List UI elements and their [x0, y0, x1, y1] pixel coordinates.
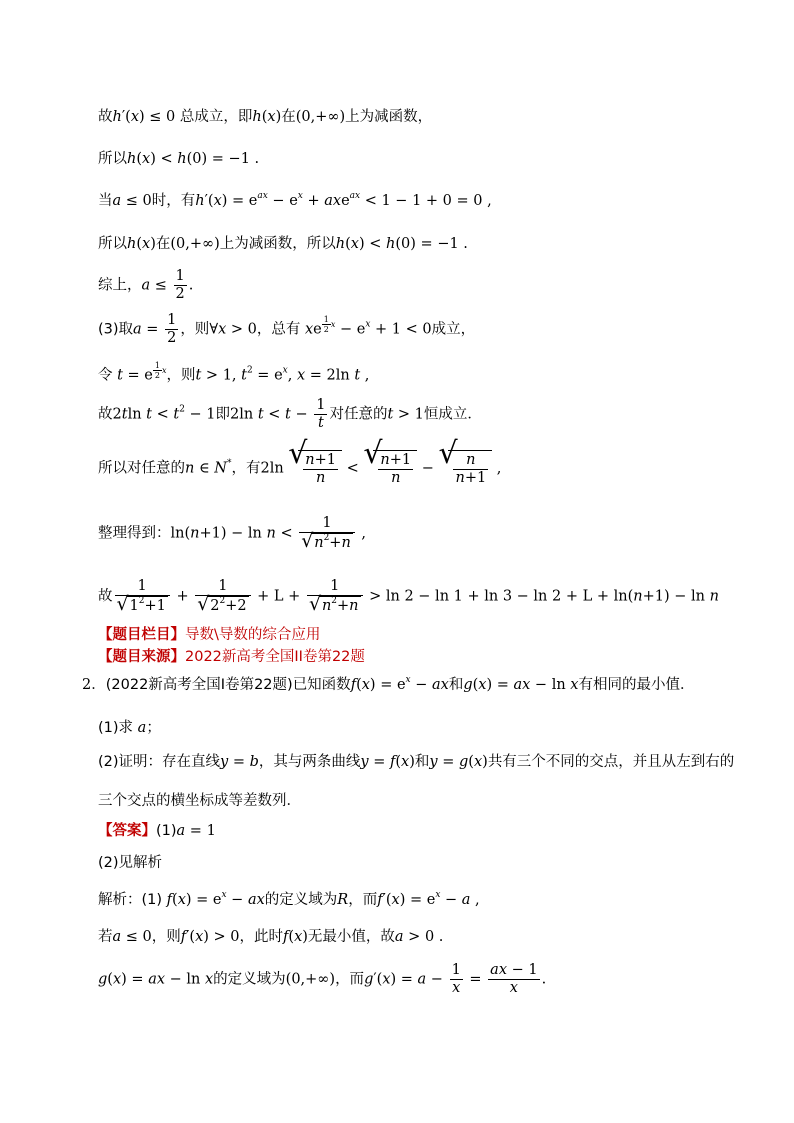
- question-part-1: (1)求 a；: [98, 720, 161, 736]
- meta-category: [98, 625, 320, 645]
- meta-category-label: 【题目栏目】: [98, 627, 185, 643]
- text-line-10: 整理得到：ln(n+1) − ln n < 1 √ $n^2+n$ ,: [98, 515, 366, 552]
- meta-source-value: 2022新高考全国II卷第22题: [185, 649, 365, 665]
- fraction: $\frac{1}{2}$: [175, 268, 185, 302]
- text-line-6: (3)取a = $\frac{1}{2}$ ，则∀x > 0，总有 xe $^{\frac{1}{2} x} - e^x + 1 < 0$成立，: [98, 312, 476, 346]
- text-line-4: 所以h(x)在(0,+∞)上为减函数，所以h(x) < h(0) = −1 .: [98, 236, 468, 252]
- question-2-stem: 2．(2022新高考全国I卷第22题)已知函数$f(x) = e^x$ − ax和g(x) = ax − ln x有相同的最小值．: [82, 675, 695, 693]
- solution-line-1: 解析：(1) $f(x) = e^x$ − ax的定义域为R，而$f'(x) = e^x - a$ ,: [98, 890, 480, 908]
- text-line-5: 综上，a ≤ $\frac{1}{2}$ .: [98, 268, 194, 302]
- question-part-2a: (2)证明：存在直线y = b，其与两条曲线y = f(x)和y = g(x)共有三个不同的交点，并且从左到右的: [98, 754, 735, 770]
- question-source: (2022新高考全国I卷第22题): [105, 677, 293, 693]
- text-line-7: 令 t = e $^{\frac{1}{2} x}$，则t > 1, $t^2 = e^x$, x = 2ln t ,: [98, 361, 370, 384]
- answer-label: 【答案】: [98, 823, 156, 839]
- text-line-11: 故 1 √ $1^2+1$ + 1 √ $2^2+2$ + L + 1 √ $n^2+n$ > ln 2 − ln 1 + ln 3 − ln 2 + L + ln(n+1) − ln n: [98, 578, 719, 615]
- text-line-8: 故2tln $t < t^2 - 1$即2ln t < t − $\frac{1}{t}$ 对任意的t > 1恒成立．: [98, 397, 482, 431]
- meta-category-value: 导数\导数的综合应用: [185, 627, 321, 643]
- solution-line-2: 若a ≤ 0，则f′(x) > 0，此时f(x)无最小值，故a > 0 .: [98, 929, 444, 945]
- text-line-2: 所以h(x) < h(0) = −1 .: [98, 151, 260, 167]
- question-part-2b: 三个交点的横坐标成等差数列．: [98, 793, 301, 809]
- solution-line-3: g(x) = ax − ln x的定义域为(0,+∞)，而g′(x) = a − $\frac{1}{x}$ = $\frac{ax - 1}{x}$ .: [98, 962, 547, 996]
- text-line-3: 当a ≤ 0时，有$h'(x) = e^{ax} - e^x + axe^{ax} < 1 - 1 + 0 = 0$ ,: [98, 191, 492, 209]
- text-line-9: 所以对任意的n ∈ N*，有2ln √ $\frac{n+1}{n}$ < √ $\frac{n+1}{n}$ − √ $\frac{n}{n+1}$ ,: [98, 450, 501, 487]
- answer-line-2: (2)见解析: [98, 855, 163, 871]
- meta-source: [98, 647, 365, 667]
- question-number: 2．: [82, 677, 106, 693]
- meta-source-label: 【题目来源】: [98, 649, 185, 665]
- text-line-1: 故h′(x) ≤ 0 总成立，即h(x)在(0,+∞)上为减函数，: [98, 109, 433, 125]
- answer-line-1: 【答案】(1)a = 1: [98, 823, 216, 839]
